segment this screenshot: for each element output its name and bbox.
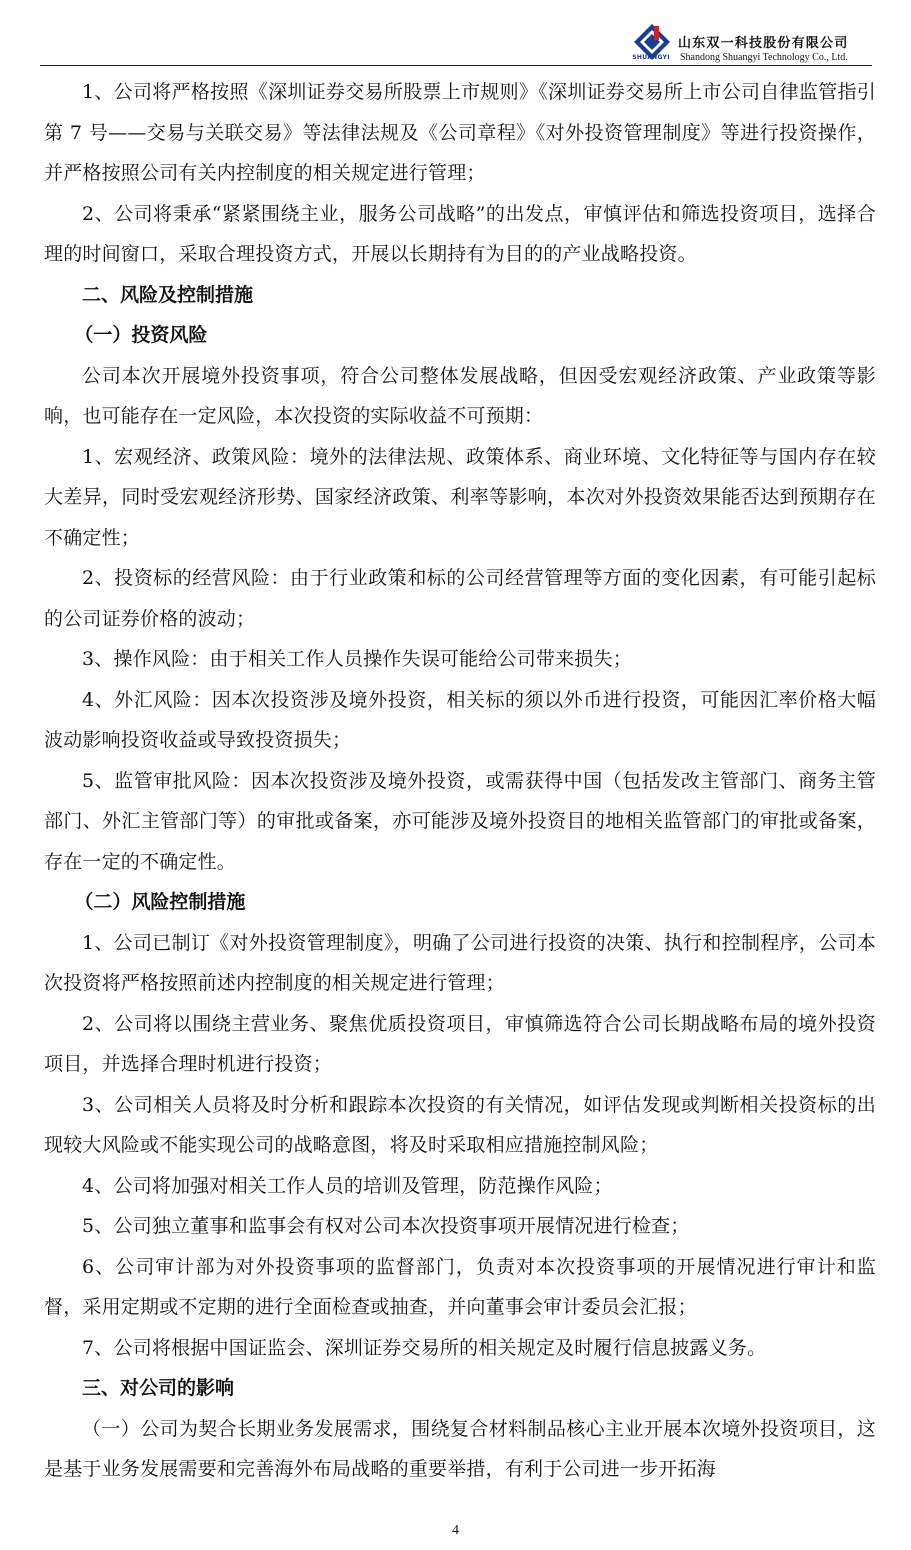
body-paragraph: 5、公司独立董事和监事会有权对公司本次投资事项开展情况进行检查； bbox=[82, 1215, 690, 1237]
body-paragraph: 7、公司将根据中国证监会、深圳证券交易所的相关规定及时履行信息披露义务。 bbox=[82, 1336, 767, 1359]
body-paragraph: 5、监管审批风险：因本次投资涉及境外投资，或需获得中国（包括发改主管部门、商务主管部门、外汇主管部门等）的审批或备案，亦可能涉及境外投资目的地相关监管部门的审批或备案，存在一定的不确定性。 bbox=[44, 769, 876, 873]
body-paragraph: 4、公司将加强对相关工作人员的培训及管理，防范操作风险； bbox=[82, 1174, 613, 1197]
section-heading: 二、风险及控制措施 bbox=[82, 283, 254, 306]
body-paragraph: 1、宏观经济、政策风险：境外的法律法规、政策体系、商业环境、文化特征等与国内存在较大差异，同时受宏观经济形势、国家经济政策、利率等影响，本次对外投资效果能否达到预期存在不确定性； bbox=[44, 445, 876, 549]
company-name-cn: 山东双一科技股份有限公司 bbox=[678, 36, 849, 51]
body-paragraph: 1、公司将严格按照《深圳证券交易所股票上市规则》《深圳证券交易所上市公司自律监管指引第 7 号——交易与关联交易》等法律法规及《公司章程》《对外投资管理制度》等进行投资操作，并严格按照公司有关内控制度的相关规定进行管理； bbox=[44, 81, 876, 184]
body-paragraph: 2、公司将以围绕主营业务、聚焦优质投资项目，审慎筛选符合公司长期战略布局的境外投资项目，并选择合理时机进行投资； bbox=[44, 1012, 876, 1075]
section-heading: 三、对公司的影响 bbox=[82, 1377, 235, 1399]
body-paragraph: 1、公司已制订《对外投资管理制度》，明确了公司进行投资的决策、执行和控制程序，公司本次投资将严格按照前述内控制度的相关规定进行管理； bbox=[44, 931, 876, 994]
body-paragraph: 公司本次开展境外投资事项，符合公司整体发展战略，但因受宏观经济政策、产业政策等影响，也可能存在一定风险，本次投资的实际收益不可预期： bbox=[44, 364, 876, 427]
logo-wordmark: SHUANGYI bbox=[632, 54, 670, 61]
page-number: 4 bbox=[452, 1523, 459, 1538]
body-paragraph: 2、公司将秉承“紧紧围绕主业，服务公司战略”的出发点，审慎评估和筛选投资项目，选择合理的时间窗口，采取合理投资方式，开展以长期持有为目的的产业战略投资。 bbox=[44, 202, 876, 265]
header-divider bbox=[40, 65, 872, 66]
document-body bbox=[44, 72, 876, 1490]
body-paragraph: 3、操作风险：由于相关工作人员操作失误可能给公司带来损失； bbox=[82, 648, 632, 670]
subsection-heading: （一）投资风险 bbox=[74, 324, 208, 346]
body-paragraph: 6、公司审计部为对外投资事项的监督部门，负责对本次投资事项的开展情况进行审计和监督，采用定期或不定期的进行全面检查或抽查，并向董事会审计委员会汇报； bbox=[44, 1255, 876, 1318]
subsection-heading: （二）风险控制措施 bbox=[74, 891, 246, 913]
body-paragraph: 2、投资标的经营风险：由于行业政策和标的公司经营管理等方面的变化因素，有可能引起标的公司证券价格的波动； bbox=[44, 567, 876, 630]
page-header bbox=[0, 0, 911, 66]
body-paragraph: 4、外汇风险：因本次投资涉及境外投资，相关标的须以外币进行投资，可能因汇率价格大幅波动影响投资收益或导致投资损失； bbox=[44, 688, 876, 751]
body-paragraph: （一）公司为契合长期业务发展需求，围绕复合材料制品核心主业开展本次境外投资项目，这是基于业务发展需要和完善海外布局战略的重要举措，有利于公司进一步开拓海 bbox=[44, 1417, 876, 1480]
company-name-en: Shandong Shuangyi Technology Co., Ltd. bbox=[680, 52, 848, 63]
body-paragraph: 3、公司相关人员将及时分析和跟踪本次投资的有关情况，如评估发现或判断相关投资标的出现较大风险或不能实现公司的战略意图，将及时采取相应措施控制风险； bbox=[44, 1093, 876, 1156]
